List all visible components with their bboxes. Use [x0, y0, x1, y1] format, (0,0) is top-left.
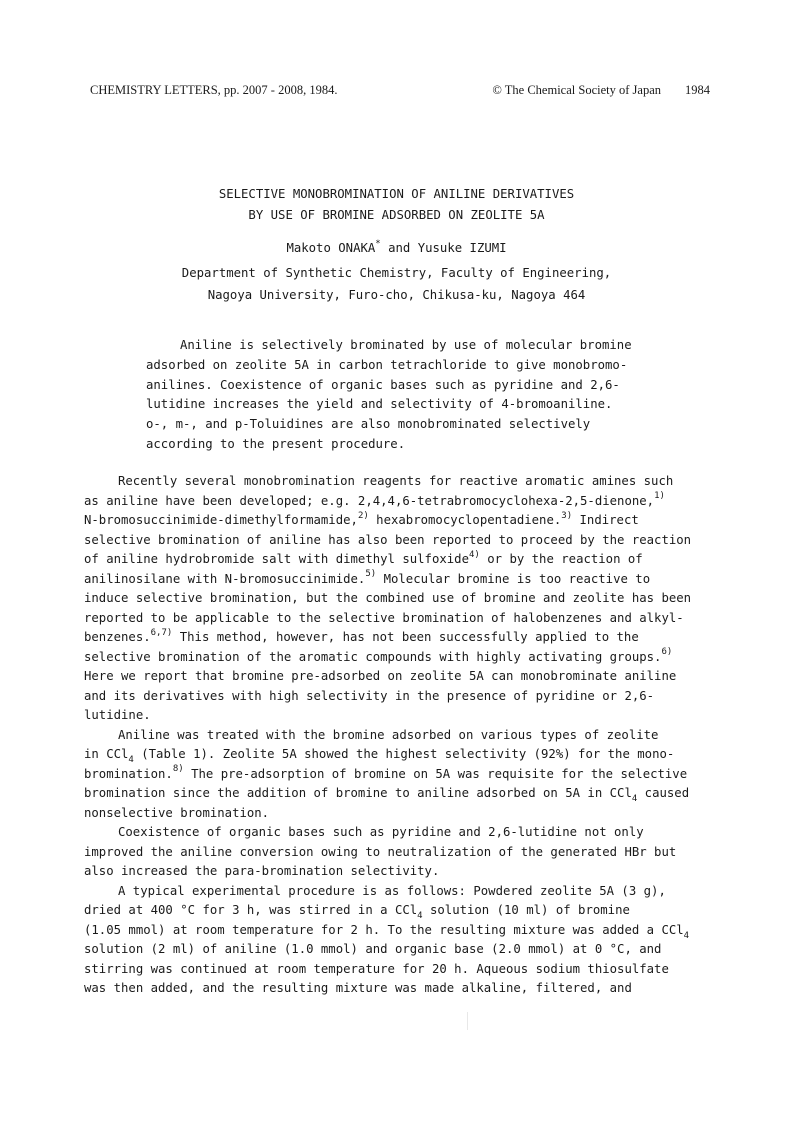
body-line	[84, 648, 724, 668]
body-line: was then added, and the resulting mixture was made alkaline, filtered, and	[84, 981, 632, 995]
copyright-line	[492, 83, 710, 98]
body-line: Here we report that bromine pre-adsorbed on zeolite 5A can monobrominate aniline	[84, 669, 677, 683]
body-line	[84, 765, 724, 785]
text-run: hexabromocyclopentadiene.	[368, 513, 562, 527]
text-run: in CCl	[84, 747, 129, 761]
body-line	[84, 628, 724, 648]
subscript: 4	[128, 755, 134, 766]
body-line: solution (2 ml) of aniline (1.0 mmol) and organic base (2.0 mmol) at 0 °C, and	[84, 942, 662, 956]
abstract-line: lutidine increases the yield and selectivity of 4-bromoaniline.	[146, 397, 613, 412]
citation-ref: 1)	[654, 491, 665, 502]
citation-ref: 8)	[172, 764, 184, 775]
copyright-text: © The Chemical Society of Japan	[492, 83, 661, 97]
body-line	[84, 784, 724, 804]
abstract-line: adsorbed on zeolite 5A in carbon tetrachloride to give monobromo-	[146, 357, 628, 372]
body-line: A typical experimental procedure is as follows: Powdered zeolite 5A (3 g),	[118, 883, 666, 898]
subscript: 4	[417, 911, 423, 922]
body-line: induce selective bromination, but the combined use of bromine and zeolite has been	[84, 591, 692, 605]
body-line: nonselective bromination.	[84, 805, 270, 820]
corresponding-author-mark: *	[375, 238, 381, 249]
text-run: (1.05 mmol) at room temperature for 2 h. To the resulting mixture was added a CCl	[84, 922, 684, 937]
text-run: Indirect	[572, 513, 639, 527]
author-1: Makoto ONAKA	[286, 241, 376, 255]
title-line-2: BY USE OF BROMINE ADSORBED ON ZEOLITE 5A	[248, 208, 545, 222]
header-year: 1984	[685, 83, 710, 97]
text-run: dried at 400 °C for 3 h, was stirred in a CCl	[84, 903, 418, 917]
citation-ref: 3)	[561, 510, 573, 521]
body-line: improved the aniline conversion owing to neutralization of the generated HBr but	[84, 844, 677, 859]
body-line	[84, 511, 724, 531]
body-line: Aniline was treated with the bromine adsorbed on various types of zeolite	[118, 727, 659, 742]
citation-ref: 2)	[357, 510, 369, 521]
abstract-line: Aniline is selectively brominated by use of molecular bromine	[180, 338, 632, 352]
citation-ref: 6,7)	[150, 627, 173, 638]
journal-citation: CHEMISTRY LETTERS, pp. 2007 - 2008, 1984.	[90, 83, 338, 97]
body-line	[84, 570, 724, 590]
scan-mark	[467, 1012, 468, 1030]
body-line	[84, 921, 724, 941]
abstract	[146, 336, 666, 455]
text-run: Molecular bromine is too reactive to	[376, 571, 651, 586]
text-run: bromination since the addition of bromine to aniline adsorbed on 5A in CCl	[84, 786, 632, 800]
text-run: selective bromination of the aromatic compounds with highly activating groups.	[84, 649, 662, 664]
body-line: also increased the para-bromination selectivity.	[84, 864, 440, 878]
abstract-line: o-, m-, and p-Toluidines are also monobrominated selectively	[146, 417, 591, 432]
title-line-1: SELECTIVE MONOBROMINATION OF ANILINE DERIVATIVES	[218, 187, 575, 201]
body-line	[84, 901, 724, 921]
text-run: as aniline have been developed; e.g. 2,4,4,6-tetrabromocyclohexa-2,5-dienone,	[84, 493, 655, 508]
text-run: This method, however, has not been successfully applied to the	[172, 630, 639, 644]
author-line	[0, 238, 793, 255]
body-line: reported to be applicable to the selective bromination of halobenzenes and alkyl-	[84, 610, 684, 625]
text-run: (Table 1). Zeolite 5A showed the highest selectivity (92%) for the mono-	[133, 747, 675, 761]
body-line	[84, 550, 724, 570]
affiliation	[0, 262, 793, 306]
text-run: anilinosilane with N-bromosuccinimide.	[84, 571, 366, 586]
text-run: caused	[637, 786, 690, 800]
body-line: stirring was continued at room temperature for 20 h. Aqueous sodium thiosulfate	[84, 961, 669, 976]
text-run: bromination.	[84, 766, 173, 781]
citation-ref: 5)	[365, 569, 377, 580]
body-text	[84, 472, 724, 999]
abstract-line: according to the present procedure.	[146, 436, 406, 451]
paper-title	[0, 184, 793, 226]
text-run: N-bromosuccinimide-dimethylformamide,	[84, 513, 358, 527]
body-line: lutidine.	[84, 708, 151, 722]
affiliation-line-1: Department of Synthetic Chemistry, Faculty of Engineering,	[181, 266, 612, 280]
text-run: solution (10 ml) of bromine	[422, 903, 630, 917]
text-run: benzenes.	[84, 630, 151, 644]
citation-ref: 6)	[661, 647, 673, 658]
citation-ref: 4)	[468, 549, 480, 560]
body-line	[84, 492, 724, 512]
body-line	[84, 745, 724, 765]
text-run: of aniline hydrobromide salt with dimethyl sulfoxide	[84, 552, 469, 566]
text-run: or by the reaction of	[479, 552, 643, 566]
body-line: Coexistence of organic bases such as pyridine and 2,6-lutidine not only	[118, 825, 644, 839]
text-run: The pre-adsorption of bromine on 5A was requisite for the selective	[183, 766, 688, 781]
affiliation-line-2: Nagoya University, Furo-cho, Chikusa-ku, Nagoya 464	[207, 288, 586, 302]
body-line: Recently several monobromination reagents for reactive aromatic amines such	[118, 474, 674, 488]
body-line: selective bromination of aniline has also been reported to proceed by the reaction	[84, 532, 692, 547]
subscript: 4	[631, 794, 638, 805]
abstract-line: anilines. Coexistence of organic bases such as pyridine and 2,6-	[146, 377, 620, 392]
author-2: and Yusuke IZUMI	[380, 241, 507, 255]
subscript: 4	[683, 930, 690, 941]
body-line: and its derivatives with high selectivity in the presence of pyridine or 2,6-	[84, 688, 655, 703]
